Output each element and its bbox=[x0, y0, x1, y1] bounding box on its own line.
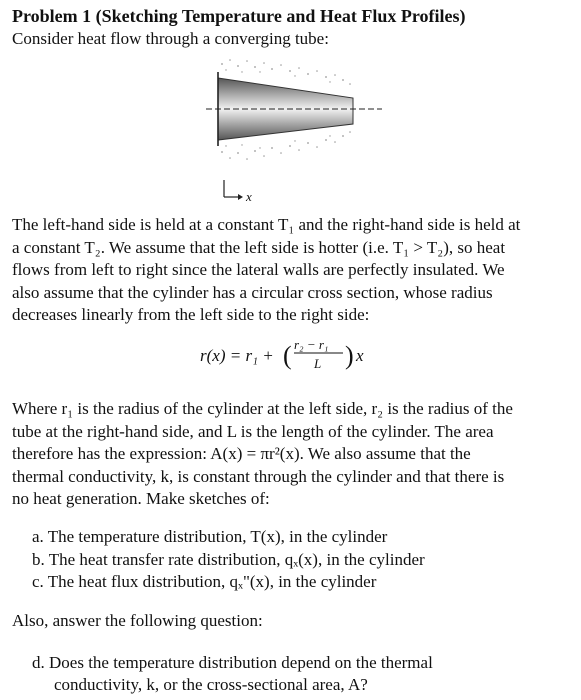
paragraph-1 bbox=[12, 214, 520, 327]
paragraph-1-line: also assume that the cylinder has a circular cross section, whose radius bbox=[12, 282, 493, 302]
paragraph-2-line: thermal conductivity, k, is constant through the cylinder and that there is bbox=[12, 466, 505, 486]
paragraph-2-line: tube at the right-hand side, and L is the length of the cylinder. The area bbox=[12, 421, 494, 441]
paragraph-2-line: therefore has the expression: A(x) = πr²(x). We also assume that the bbox=[12, 444, 471, 464]
x-axis-arrow bbox=[224, 180, 243, 200]
list-item: a. The temperature distribution, T(x), in the cylinder bbox=[32, 527, 388, 546]
question-d-line-2: conductivity, k, or the cross-sectional area, A? bbox=[54, 675, 368, 694]
equation-open-paren: ( bbox=[283, 341, 292, 370]
also-answer-prompt: Also, answer the following question: bbox=[12, 611, 263, 630]
paragraph-2-line: Where r₁ is the radius of the cylinder at the left side, r₂ is the radius of the bbox=[12, 399, 513, 418]
question-d-line-1: d. Does the temperature distribution depend on the thermal bbox=[32, 653, 433, 672]
question-d bbox=[32, 652, 433, 696]
equation-close-paren: ) bbox=[345, 341, 354, 370]
equation-lhs: r(x) = r₁ + bbox=[200, 346, 274, 365]
radius-equation bbox=[200, 332, 400, 376]
x-axis-label: x bbox=[246, 189, 252, 204]
paragraph-1-line: a constant T₂. We assume that the left side is hotter (i.e. T₁ > T₂), so heat bbox=[12, 237, 506, 257]
paragraph-2-line: no heat generation. Make sketches of: bbox=[12, 489, 270, 509]
paragraph-1-line: The left-hand side is held at a constant T₁ and the right-hand side is held at bbox=[12, 215, 521, 234]
problem-subtitle: Consider heat flow through a converging tube: bbox=[12, 29, 329, 48]
paragraph-1-line: decreases linearly from the left side to the right side: bbox=[12, 305, 370, 325]
list-item: c. The heat flux distribution, qₓ"(x), in the cylinder bbox=[32, 572, 377, 591]
equation-tail: x bbox=[356, 346, 364, 365]
paragraph-1-line: flows from left to right since the lateral walls are perfectly insulated. We bbox=[12, 260, 505, 280]
list-item: b. The heat transfer rate distribution, qₓ(x), in the cylinder bbox=[32, 549, 425, 569]
problem-title: Problem 1 (Sketching Temperature and Heat Flux Profiles) bbox=[12, 6, 466, 26]
sketch-list bbox=[32, 526, 425, 594]
converging-tube-figure bbox=[200, 52, 385, 207]
paragraph-2 bbox=[12, 398, 513, 511]
equation-denominator: L bbox=[314, 356, 322, 371]
equation-numerator: r₂ − r₁ bbox=[294, 337, 329, 352]
